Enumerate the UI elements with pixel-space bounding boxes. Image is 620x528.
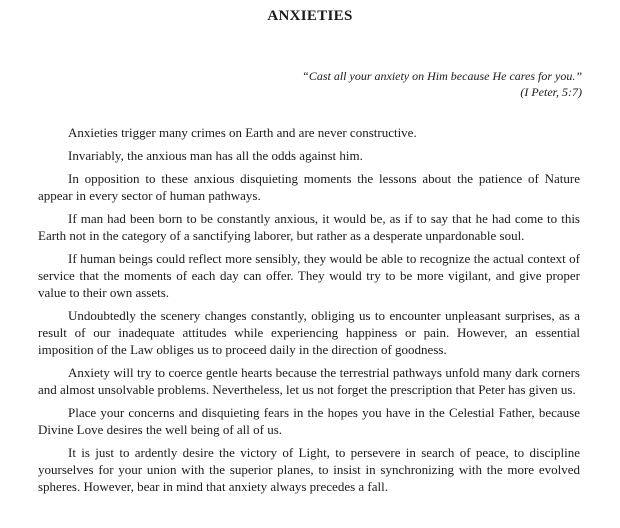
paragraph: Undoubtedly the scenery changes constantly, obliging us to encounter unpleasant surprises, as a result of our inadequate attitudes while experiencing happiness or pain. However, an essential imposition of the Law obliges us to proceed daily in the direction of goodness.	[38, 308, 580, 357]
paragraph: If human beings could reflect more sensibly, they would be able to recognize the actual context of service that the moments of each day can offer. They would try to be more vigilant, and give proper value to their own assets.	[38, 251, 580, 300]
paragraph: In opposition to these anxious disquieting moments the lessons about the patience of Nature appear in every sector of human pathways.	[38, 171, 580, 203]
page-title: ANXIETIES	[267, 8, 353, 24]
epigraph	[162, 68, 582, 100]
epigraph-source: (I Peter, 5:7)	[520, 85, 582, 99]
paragraph: Anxiety will try to coerce gentle hearts because the terrestrial pathways unfold many dark corners and almost unsolvable problems. Nevertheless, let us not forget the prescription that Peter has given us.	[38, 365, 580, 397]
paragraph: Place your concerns and disquieting fears in the hopes you have in the Celestial Father, because Divine Love desires the well being of all of us.	[38, 405, 580, 437]
epigraph-quote: “Cast all your anxiety on Him because He cares for you.”	[302, 69, 582, 83]
paragraph: It is just to ardently desire the victory of Light, to persevere in search of peace, to discipline yourselves for your union with the superior planes, to insist in synchronizing with the more evolved spheres. However, bear in mind that anxiety always precedes a fall.	[38, 445, 580, 494]
paragraph: Invariably, the anxious man has all the odds against him.	[68, 148, 363, 163]
body-text	[38, 124, 580, 501]
paragraph: If man had been born to be constantly anxious, it would be, as if to say that he had come to this Earth not in the category of a sanctifying laborer, but rather as a desperate unpardonable soul.	[38, 211, 580, 243]
paragraph: Anxieties trigger many crimes on Earth and are never constructive.	[68, 125, 417, 140]
